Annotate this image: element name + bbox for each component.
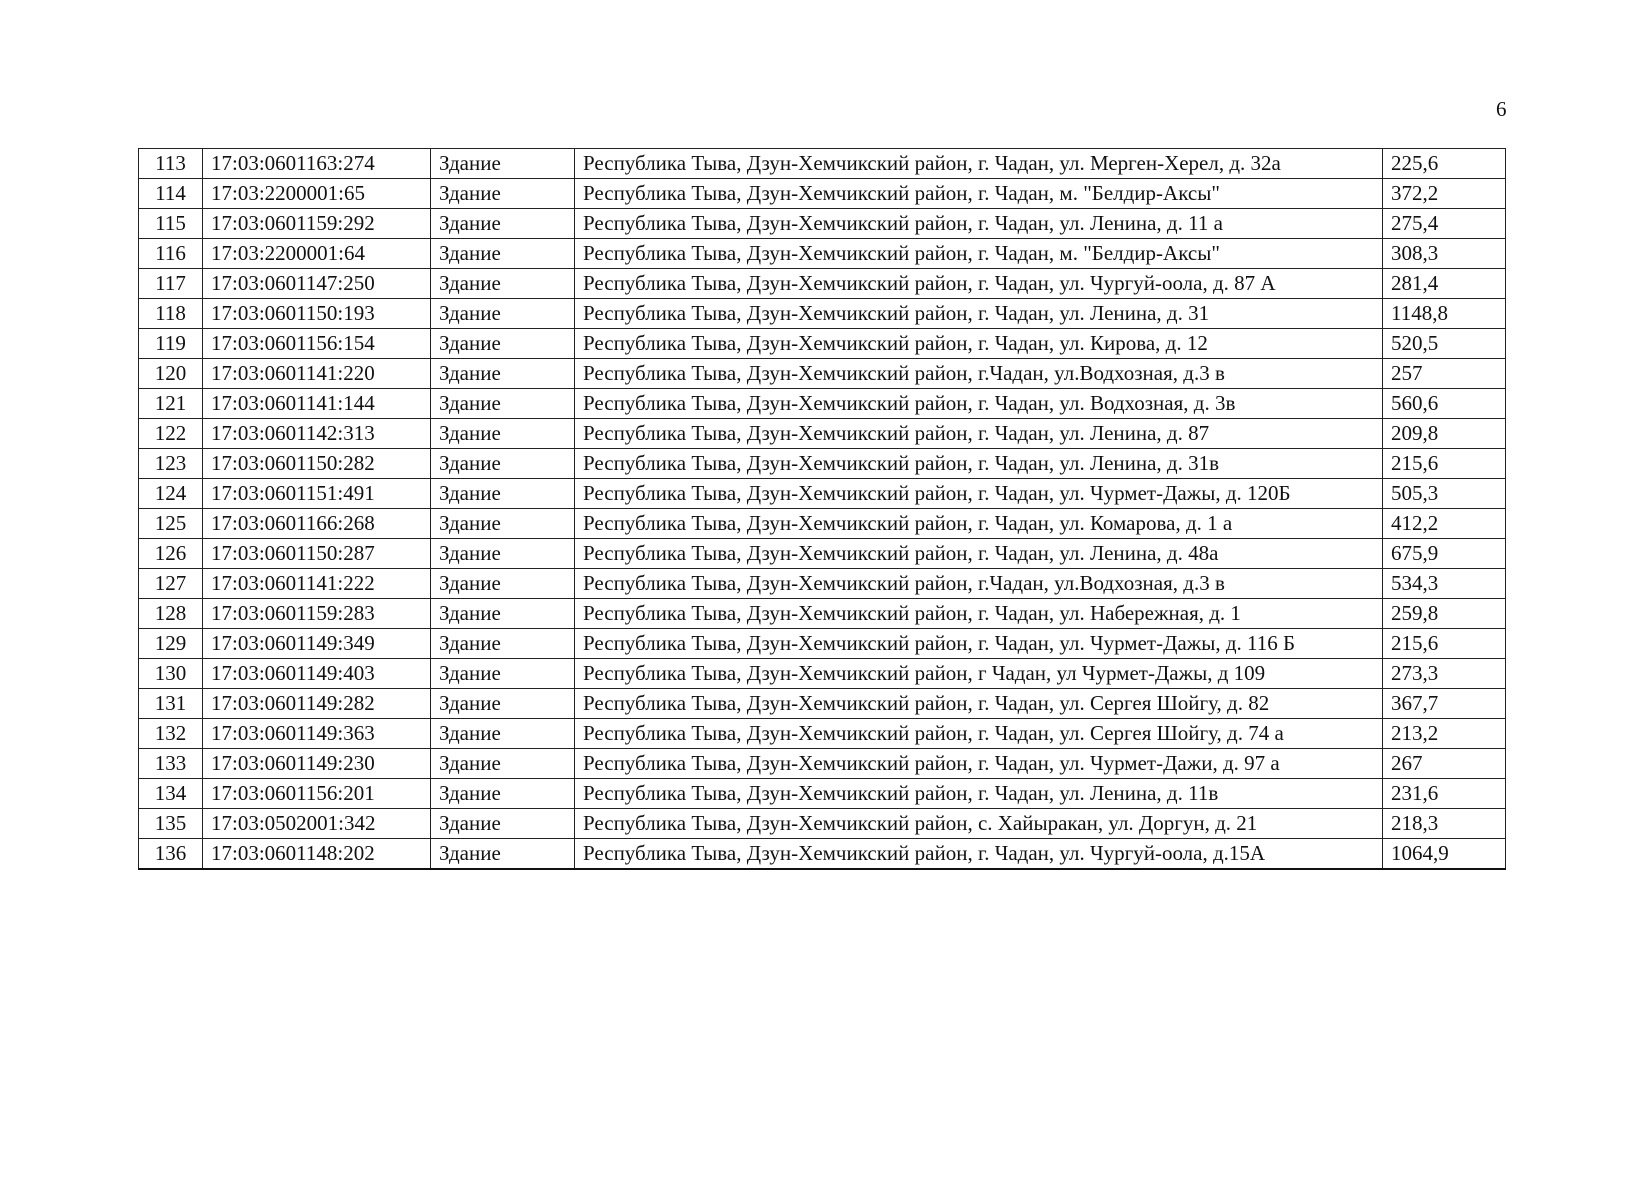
cadastral-number-cell: 17:03:0601159:292	[203, 209, 431, 239]
cadastral-number-cell: 17:03:0601147:250	[203, 269, 431, 299]
object-type-cell: Здание	[431, 239, 575, 269]
address-cell: Республика Тыва, Дзун-Хемчикский район, г. Чадан, ул. Ленина, д. 11в	[575, 779, 1383, 809]
area-cell: 534,3	[1383, 569, 1506, 599]
cadastral-number-cell: 17:03:2200001:65	[203, 179, 431, 209]
row-number-cell: 129	[139, 629, 203, 659]
area-cell: 281,4	[1383, 269, 1506, 299]
table-row	[139, 509, 1506, 539]
address-cell: Республика Тыва, Дзун-Хемчикский район, г. Чадан, ул. Чурмет-Дажи, д. 97 а	[575, 749, 1383, 779]
row-number-cell: 118	[139, 299, 203, 329]
table-row	[139, 539, 1506, 569]
object-type-cell: Здание	[431, 359, 575, 389]
row-number-cell: 120	[139, 359, 203, 389]
registry-table-body	[139, 149, 1506, 870]
area-cell: 257	[1383, 359, 1506, 389]
address-cell: Республика Тыва, Дзун-Хемчикский район, г Чадан, ул Чурмет-Дажы, д 109	[575, 659, 1383, 689]
cadastral-number-cell: 17:03:0601148:202	[203, 839, 431, 870]
address-cell: Республика Тыва, Дзун-Хемчикский район, г. Чадан, ул. Кирова, д. 12	[575, 329, 1383, 359]
address-cell: Республика Тыва, Дзун-Хемчикский район, г.Чадан, ул.Водхозная, д.3 в	[575, 359, 1383, 389]
row-number-cell: 131	[139, 689, 203, 719]
address-cell: Республика Тыва, Дзун-Хемчикский район, г. Чадан, ул. Ленина, д. 31	[575, 299, 1383, 329]
area-cell: 259,8	[1383, 599, 1506, 629]
row-number-cell: 134	[139, 779, 203, 809]
table-row	[139, 449, 1506, 479]
row-number-cell: 122	[139, 419, 203, 449]
cadastral-number-cell: 17:03:0502001:342	[203, 809, 431, 839]
address-cell: Республика Тыва, Дзун-Хемчикский район, г. Чадан, ул. Ленина, д. 48а	[575, 539, 1383, 569]
cadastral-number-cell: 17:03:0601156:154	[203, 329, 431, 359]
table-row	[139, 749, 1506, 779]
area-cell: 372,2	[1383, 179, 1506, 209]
row-number-cell: 123	[139, 449, 203, 479]
object-type-cell: Здание	[431, 209, 575, 239]
cadastral-number-cell: 17:03:0601141:222	[203, 569, 431, 599]
object-type-cell: Здание	[431, 269, 575, 299]
row-number-cell: 115	[139, 209, 203, 239]
address-cell: Республика Тыва, Дзун-Хемчикский район, г. Чадан, ул. Ленина, д. 87	[575, 419, 1383, 449]
area-cell: 675,9	[1383, 539, 1506, 569]
row-number-cell: 126	[139, 539, 203, 569]
table-row	[139, 419, 1506, 449]
object-type-cell: Здание	[431, 179, 575, 209]
cadastral-number-cell: 17:03:2200001:64	[203, 239, 431, 269]
cadastral-number-cell: 17:03:0601149:403	[203, 659, 431, 689]
table-row	[139, 779, 1506, 809]
table-row	[139, 839, 1506, 870]
area-cell: 505,3	[1383, 479, 1506, 509]
cadastral-number-cell: 17:03:0601141:220	[203, 359, 431, 389]
area-cell: 225,6	[1383, 149, 1506, 179]
table-row	[139, 629, 1506, 659]
table-row	[139, 239, 1506, 269]
object-type-cell: Здание	[431, 509, 575, 539]
object-type-cell: Здание	[431, 809, 575, 839]
table-row	[139, 809, 1506, 839]
cadastral-number-cell: 17:03:0601159:283	[203, 599, 431, 629]
area-cell: 560,6	[1383, 389, 1506, 419]
area-cell: 267	[1383, 749, 1506, 779]
row-number-cell: 124	[139, 479, 203, 509]
cadastral-number-cell: 17:03:0601150:287	[203, 539, 431, 569]
cadastral-number-cell: 17:03:0601156:201	[203, 779, 431, 809]
area-cell: 412,2	[1383, 509, 1506, 539]
object-type-cell: Здание	[431, 839, 575, 870]
address-cell: Республика Тыва, Дзун-Хемчикский район, г. Чадан, ул. Водхозная, д. 3в	[575, 389, 1383, 419]
row-number-cell: 132	[139, 719, 203, 749]
cadastral-number-cell: 17:03:0601151:491	[203, 479, 431, 509]
row-number-cell: 117	[139, 269, 203, 299]
object-type-cell: Здание	[431, 599, 575, 629]
row-number-cell: 128	[139, 599, 203, 629]
address-cell: Республика Тыва, Дзун-Хемчикский район, г. Чадан, ул. Чурмет-Дажы, д. 120Б	[575, 479, 1383, 509]
area-cell: 1064,9	[1383, 839, 1506, 870]
address-cell: Республика Тыва, Дзун-Хемчикский район, г. Чадан, ул. Ленина, д. 31в	[575, 449, 1383, 479]
area-cell: 308,3	[1383, 239, 1506, 269]
address-cell: Республика Тыва, Дзун-Хемчикский район, г. Чадан, ул. Комарова, д. 1 а	[575, 509, 1383, 539]
cadastral-number-cell: 17:03:0601150:282	[203, 449, 431, 479]
object-type-cell: Здание	[431, 299, 575, 329]
row-number-cell: 121	[139, 389, 203, 419]
address-cell: Республика Тыва, Дзун-Хемчикский район, с. Хайыракан, ул. Доргун, д. 21	[575, 809, 1383, 839]
row-number-cell: 116	[139, 239, 203, 269]
table-row	[139, 689, 1506, 719]
object-type-cell: Здание	[431, 389, 575, 419]
object-type-cell: Здание	[431, 479, 575, 509]
row-number-cell: 135	[139, 809, 203, 839]
address-cell: Республика Тыва, Дзун-Хемчикский район, г. Чадан, м. "Белдир-Аксы"	[575, 179, 1383, 209]
table-row	[139, 719, 1506, 749]
area-cell: 231,6	[1383, 779, 1506, 809]
cadastral-number-cell: 17:03:0601149:230	[203, 749, 431, 779]
table-row	[139, 569, 1506, 599]
address-cell: Республика Тыва, Дзун-Хемчикский район, г.Чадан, ул.Водхозная, д.3 в	[575, 569, 1383, 599]
object-type-cell: Здание	[431, 449, 575, 479]
table-row	[139, 359, 1506, 389]
area-cell: 275,4	[1383, 209, 1506, 239]
object-type-cell: Здание	[431, 569, 575, 599]
table-row	[139, 179, 1506, 209]
table-row	[139, 209, 1506, 239]
area-cell: 367,7	[1383, 689, 1506, 719]
table-row	[139, 269, 1506, 299]
object-type-cell: Здание	[431, 149, 575, 179]
cadastral-number-cell: 17:03:0601150:193	[203, 299, 431, 329]
area-cell: 273,3	[1383, 659, 1506, 689]
table-row	[139, 599, 1506, 629]
address-cell: Республика Тыва, Дзун-Хемчикский район, г. Чадан, ул. Чурмет-Дажы, д. 116 Б	[575, 629, 1383, 659]
area-cell: 213,2	[1383, 719, 1506, 749]
object-type-cell: Здание	[431, 689, 575, 719]
cadastral-number-cell: 17:03:0601142:313	[203, 419, 431, 449]
object-type-cell: Здание	[431, 779, 575, 809]
area-cell: 215,6	[1383, 629, 1506, 659]
area-cell: 209,8	[1383, 419, 1506, 449]
cadastral-number-cell: 17:03:0601149:363	[203, 719, 431, 749]
table-row	[139, 479, 1506, 509]
table-row	[139, 149, 1506, 179]
table-row	[139, 329, 1506, 359]
property-registry-table	[138, 148, 1506, 870]
area-cell: 520,5	[1383, 329, 1506, 359]
object-type-cell: Здание	[431, 659, 575, 689]
object-type-cell: Здание	[431, 719, 575, 749]
address-cell: Республика Тыва, Дзун-Хемчикский район, г. Чадан, ул. Сергея Шойгу, д. 74 а	[575, 719, 1383, 749]
address-cell: Республика Тыва, Дзун-Хемчикский район, г. Чадан, ул. Чургуй-оола, д.15А	[575, 839, 1383, 870]
object-type-cell: Здание	[431, 419, 575, 449]
address-cell: Республика Тыва, Дзун-Хемчикский район, г. Чадан, ул. Сергея Шойгу, д. 82	[575, 689, 1383, 719]
object-type-cell: Здание	[431, 329, 575, 359]
row-number-cell: 127	[139, 569, 203, 599]
area-cell: 218,3	[1383, 809, 1506, 839]
row-number-cell: 113	[139, 149, 203, 179]
address-cell: Республика Тыва, Дзун-Хемчикский район, г. Чадан, ул. Чургуй-оола, д. 87 А	[575, 269, 1383, 299]
object-type-cell: Здание	[431, 749, 575, 779]
row-number-cell: 119	[139, 329, 203, 359]
row-number-cell: 136	[139, 839, 203, 870]
table-row	[139, 659, 1506, 689]
table-row	[139, 389, 1506, 419]
row-number-cell: 130	[139, 659, 203, 689]
table-row	[139, 299, 1506, 329]
object-type-cell: Здание	[431, 539, 575, 569]
object-type-cell: Здание	[431, 629, 575, 659]
address-cell: Республика Тыва, Дзун-Хемчикский район, г. Чадан, ул. Мерген-Херел, д. 32а	[575, 149, 1383, 179]
area-cell: 215,6	[1383, 449, 1506, 479]
row-number-cell: 133	[139, 749, 203, 779]
page-number: 6	[1496, 97, 1507, 121]
address-cell: Республика Тыва, Дзун-Хемчикский район, г. Чадан, ул. Набережная, д. 1	[575, 599, 1383, 629]
row-number-cell: 125	[139, 509, 203, 539]
cadastral-number-cell: 17:03:0601141:144	[203, 389, 431, 419]
address-cell: Республика Тыва, Дзун-Хемчикский район, г. Чадан, ул. Ленина, д. 11 а	[575, 209, 1383, 239]
row-number-cell: 114	[139, 179, 203, 209]
area-cell: 1148,8	[1383, 299, 1506, 329]
cadastral-number-cell: 17:03:0601149:349	[203, 629, 431, 659]
cadastral-number-cell: 17:03:0601163:274	[203, 149, 431, 179]
address-cell: Республика Тыва, Дзун-Хемчикский район, г. Чадан, м. "Белдир-Аксы"	[575, 239, 1383, 269]
cadastral-number-cell: 17:03:0601166:268	[203, 509, 431, 539]
cadastral-number-cell: 17:03:0601149:282	[203, 689, 431, 719]
